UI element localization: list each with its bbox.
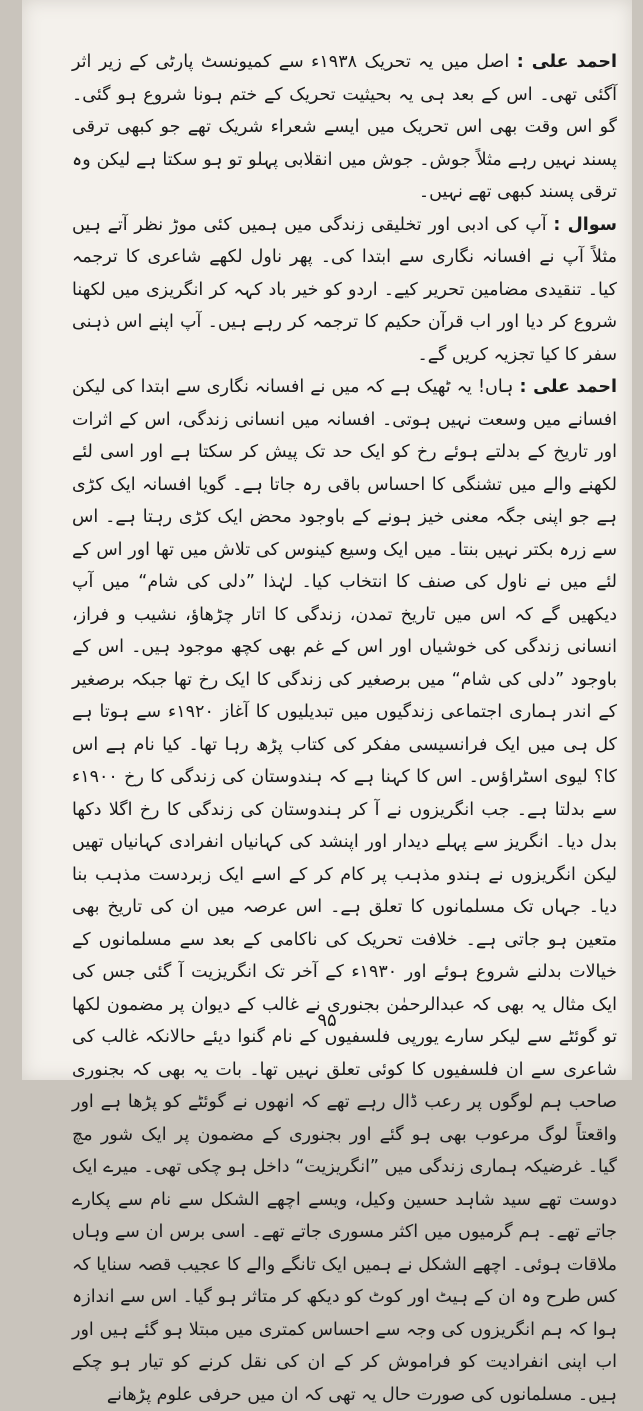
paragraph-text: آپ کی ادبی اور تخلیقی زندگی میں ہمیں کئی موڑ نظر آتے ہیں مثلاً آپ نے افسانہ نگاری سے ابتدا کی۔ پھر ناول لکھے شاعری کا ترجمہ کیا۔ تنقیدی مضامین تحریر کیے۔ اردو کو خیر باد کہہ کر انگریزی میں لکھنا شروع کر دیا اور اب قرآن حکیم کا ترجمہ کر رہے ہیں۔ آپ اپنے اس ذہنی سفر کا کیا تجزیہ کریں گے۔ [72, 214, 617, 365]
paragraph-text: اصل میں یہ تحریک ۱۹۳۸ء سے کمیونسٹ پارٹی کے زیر اثر آگئی تھی۔ اس کے بعد ہی یہ بحیثیت تحریک کے ختم ہونا شروع ہو گئی۔ گو اس وقت بھی اس تحریک میں ایسے شعراء شریک تھے جو کبھی ترقی پسند نہیں رہے مثلاً جوش۔ جوش میں انقلابی پہلو تو ہو سکتا ہے لیکن وہ ترقی پسند کبھی تھے نہیں۔ [72, 52, 617, 202]
page-number: ۹۵ [317, 1010, 337, 1031]
book-page [22, 0, 632, 1405]
speaker-label: احمد علی : [519, 377, 617, 397]
paragraph-answer-1 [72, 46, 617, 209]
paragraph-text: ہاں! یہ ٹھیک ہے کہ میں نے افسانہ نگاری سے ابتدا کی لیکن افسانے میں وسعت نہیں ہوتی۔ افسانہ میں انسانی زندگی، اس کے اثرات اور تاریخ کے بدلتے ہوئے رخ کو ایک حد تک پیش کر سکتا ہے اور اسی لئے لکھنے والے میں تشنگی کا احساس باقی رہ جاتا ہے۔ گویا افسانہ ایک کڑی ہے جو اپنی جگہ معنی خیز ہونے کے باوجود محض ایک کڑی رہتا ہے۔ اس سے زرہ بکتر نہیں بنتا۔ میں ایک وسیع کینوس کی تلاش میں تھا اور اس کے لئے میں نے ناول کی صنف کا انتخاب کیا۔ لہٰذا ”دلی کی شام“ میں آپ دیکھیں گے کہ اس میں تاریخ تمدن، زندگی کا اتار چڑھاؤ، نشیب و فراز، انسانی زندگی کی خوشیاں اور اس کے غم بھی کچھ موجود ہیں۔ اس کے باوجود ”دلی کی شام“ میں برصغیر کی زندگی کا ایک رخ تھا جبکہ برصغیر کے اندر ہماری اجتماعی زندگیوں میں تبدیلیوں کا آغاز ۱۹۲۰ء سے ہوتا ہے کل ہی میں ایک فرانسیسی مفکر کی کتاب پڑھ رہا تھا۔ کیا نام ہے اس کا؟ لیوی اسٹراؤس۔ اس کا کہنا ہے کہ ہندوستان کی زندگی کا رخ ۱۹۰۰ء سے بدلتا ہے۔ جب انگریزوں نے آ کر ہندوستان کی زندگی کا رخ اگلا دکھا بدل دیا۔ انگریز سے پہلے دیدار اور اپنشد کی کہانیاں انفرادی کہانیاں تھیں لیکن انگریزوں نے ہندو مذہب پر کام کر کے اسے ایک زبردست مذہب بنا دیا۔ جہاں تک مسلمانوں کا تعلق ہے۔ اس عرصہ میں ان کی تاریخ بھی متعین ہو جاتی ہے۔ خلافت تحریک کی ناکامی کے بعد سے مسلمانوں کے خیالات بدلنے شروع ہوئے اور ۱۹۳۰ء کے آخر تک انگریزیت آ گئی جس کی ایک مثال یہ بھی کہ عبدالرحمٰن بجنوری نے غالب کے دیوان پر مضمون لکھا تو گوئٹے سے لیکر سارے یورپی فلسفیوں کے نام گنوا دیئے حالانکہ غالب کی شاعری سے ان فلسفیوں کا کوئی تعلق نہیں تھا۔ بات یہ بھی کہ بجنوری صاحب ہم لوگوں پر رعب ڈال رہے تھے کہ انھوں نے گوئٹے کو پڑھا ہے اور واقعتاً لوگ مرعوب بھی ہو گئے اور بجنوری کے مضمون پر ایک شور مچ گیا۔ غرضیکہ ہماری زندگی میں ”انگریزیت“ داخل ہو چکی تھی۔ میرے ایک دوست تھے سید شاہد حسین وکیل، ویسے اچھے الشکل سے نام سے پکارے جاتے تھے۔ ہم گرمیوں میں اکثر مسوری جاتے تھے۔ اسی برس ان سے وہاں ملاقات ہوئی۔ اچھے الشکل نے ہمیں ایک تانگے والے کا عجیب قصہ سنایا کہ کس طرح وہ ان کے ہیٹ اور کوٹ کو دیکھ کر متاثر ہو گیا۔ اس سے اندازہ ہوا کہ ہم انگریزوں کی وجہ سے احساس کمتری میں مبتلا ہو گئے ہیں اور اب اپنی انفرادیت کو فراموش کر کے ان کی نقل کرنے کو تیار ہو چکے ہیں۔ مسلمانوں کی صورت حال یہ تھی کہ ان میں حرفی علوم پڑھانے [72, 377, 617, 1405]
speaker-label: احمد علی : [516, 52, 617, 72]
paragraph-answer-2 [72, 371, 617, 1411]
page-body-text [72, 46, 617, 1411]
speaker-label: سوال : [553, 214, 617, 235]
paragraph-question [72, 209, 617, 372]
